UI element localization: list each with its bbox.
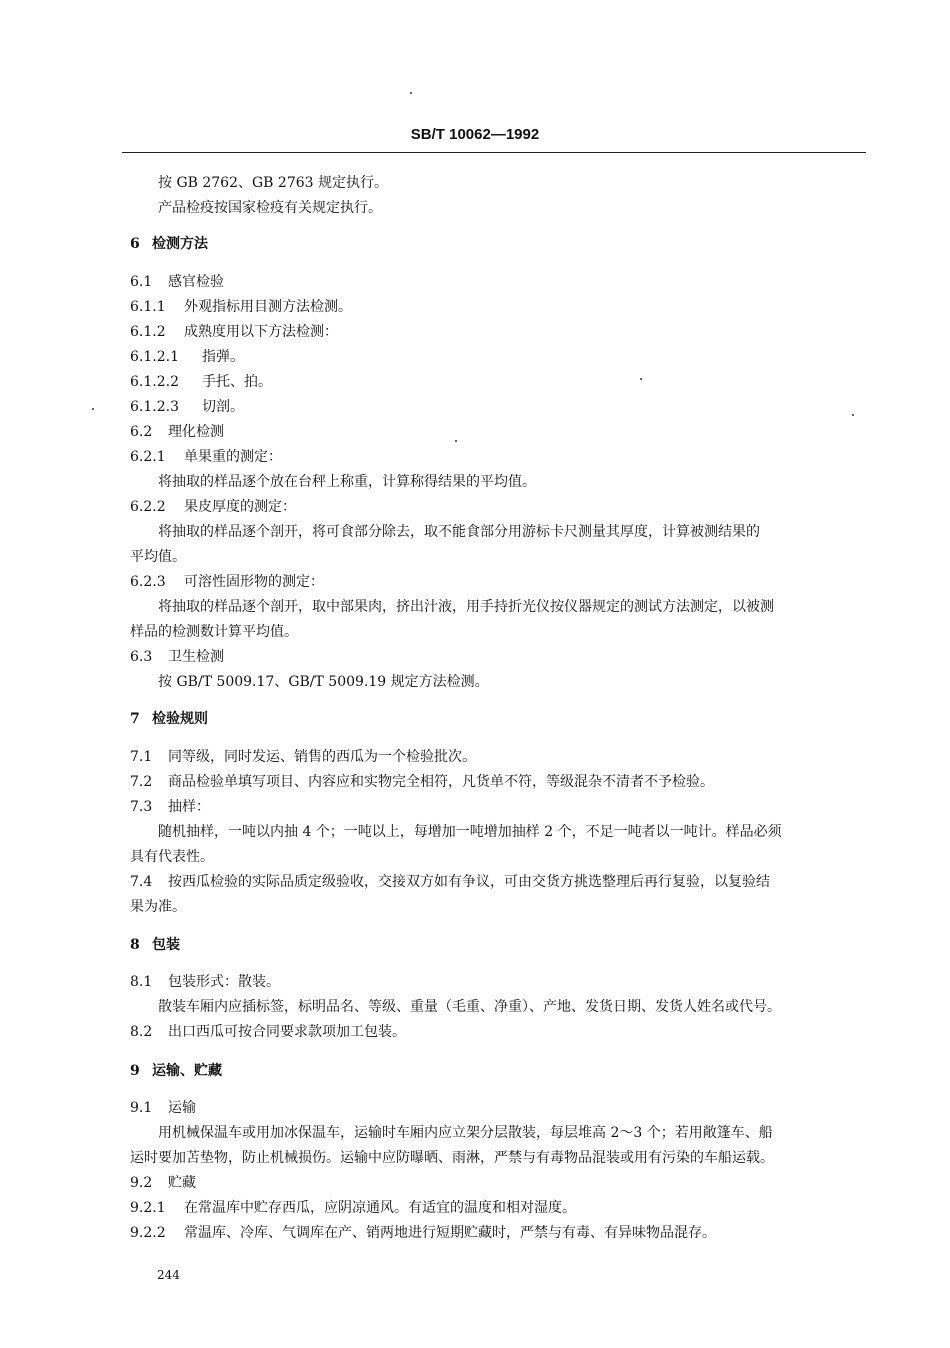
document-page: SB/T 10062—1992 按 GB 2762、GB 2763 规定执行。 产品检疫按国家检疫有关规定执行。 6 检测方法 6.1 感官检验 6.1.1 外观指标用目测方法检测。 6.1.2 成熟度用以下方法检测： 6.1.2.1 指弹。 6.1.2.2 手托、拍。 6.1.2.3 切剖。 6.2 理化检测 6.2.1 单果重的测定： 将抽取的样品逐个放在台秤上称重，计算称得结果的平均值。 6.2.2 果皮厚度的测定： 将抽取的样品逐个剖开，将可食部分除去，取不能食部分用游标卡尺测量其厚度，计算被测结果的 平均值。 6.2.3 可溶性固形物的测定： 将抽取的样品逐个剖开，取中部果肉，挤出汁液，用手持折光仪按仪器规定的测试方法测定，以被测 样品的检测数计算平均值。 6.3 卫生检测 按 GB/T 5009.17、GB/T 5009.19 规定方法检测。 7 检验规则 7.1 同等级，同时发运、销售的西瓜为一个检验批次。 7.2 商品检验单填写项目、内容应和实物完全相符，凡货单不符，等级混杂不清者不予检验。 7.3 抽样： 随机抽样，一吨以内抽 4 个；一吨以上，每增加一吨增加抽样 2 个，不足一吨者以一吨计。样品必须 具有代表性。 7.4 按西瓜检验的实际品质定级验收，交接双方如有争议，可由交货方挑选整理后再行复验，以复验结 果为准。 8 包装 8.1 包装形式：散装。 散装车厢内应插标签，标明品名、等级、重量（毛重、净重）、产地、发货日期、发货人姓名或代号。 8.2 出口西瓜可按合同要求款项加工包装。 9 运输、贮藏 9.1 运输 用机械保温车或用加冰保温车，运输时车厢内应立架分层散装，每层堆高 2～3 个；若用敞篷车、船 运时要加苫垫物，防止机械损伤。运输中应防曝晒、雨淋，严禁与有毒物品混装或用有污染的车船运载。 9.2 贮藏 9.2.1 在常温库中贮存西瓜，应阴凉通风。有适宜的温度和相对湿度。 9.2.2 常温库、冷库、气调库在产、销两地进行短期贮藏时，严禁与有毒、有异味物品混存。 244	[0, 0, 950, 1348]
standard-header: SB/T 10062—1992	[410, 126, 540, 143]
header-rule	[122, 152, 866, 153]
scan-speck	[455, 440, 457, 442]
scan-speck	[852, 414, 854, 416]
scan-speck	[640, 378, 642, 380]
page-number: 244	[157, 1268, 180, 1282]
scan-speck	[92, 408, 94, 410]
scan-speck	[410, 92, 412, 94]
